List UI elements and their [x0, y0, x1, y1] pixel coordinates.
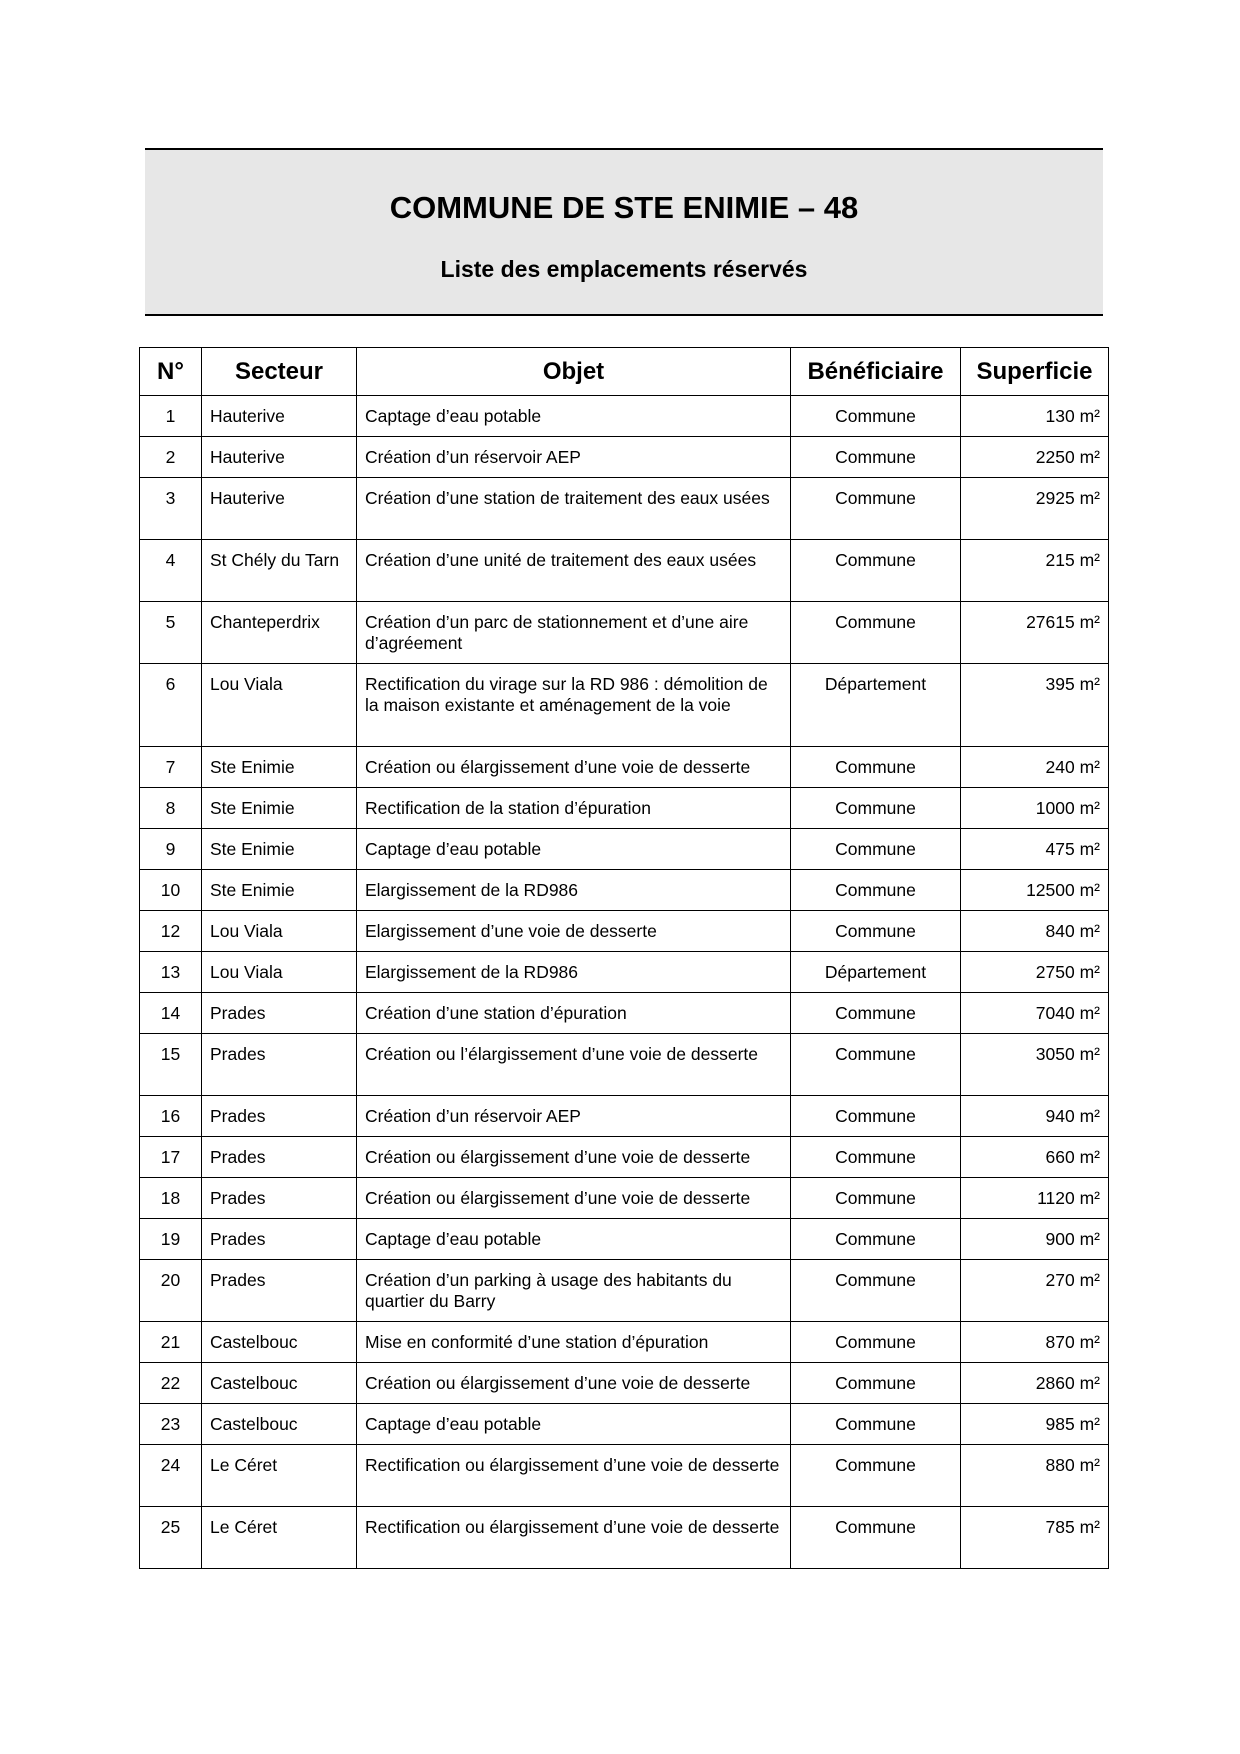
table-row [140, 1096, 1109, 1137]
row-beneficiaire: Commune [791, 993, 961, 1034]
row-number: 20 [140, 1260, 202, 1322]
row-beneficiaire: Commune [791, 1137, 961, 1178]
row-objet: Rectification ou élargissement d’une voie de desserte [357, 1507, 791, 1569]
table-row [140, 1260, 1109, 1322]
column-header-superficie: Superficie [961, 348, 1109, 396]
row-superficie: 785 m² [961, 1507, 1109, 1569]
row-number: 21 [140, 1322, 202, 1363]
row-objet: Création d’une unité de traitement des eaux usées [357, 540, 791, 602]
row-objet: Création ou élargissement d’une voie de desserte [357, 747, 791, 788]
row-secteur: Ste Enimie [202, 747, 357, 788]
row-number: 13 [140, 952, 202, 993]
document-title: COMMUNE DE STE ENIMIE – 48 [389, 190, 859, 225]
row-superficie: 985 m² [961, 1404, 1109, 1445]
row-secteur: Hauterive [202, 437, 357, 478]
row-number: 7 [140, 747, 202, 788]
row-secteur: Prades [202, 1137, 357, 1178]
row-number: 9 [140, 829, 202, 870]
table-row [140, 747, 1109, 788]
table-row [140, 1219, 1109, 1260]
table-row [140, 993, 1109, 1034]
row-beneficiaire: Commune [791, 396, 961, 437]
row-secteur: Le Céret [202, 1507, 357, 1569]
table-row [140, 1363, 1109, 1404]
row-objet: Création d’un parc de stationnement et d’une aire d’agréement [357, 602, 791, 664]
row-secteur: Ste Enimie [202, 870, 357, 911]
column-header-objet: Objet [357, 348, 791, 396]
row-beneficiaire: Département [791, 664, 961, 747]
table-row [140, 664, 1109, 747]
row-objet: Création d’une station de traitement des eaux usées [357, 478, 791, 540]
row-number: 18 [140, 1178, 202, 1219]
row-beneficiaire: Commune [791, 1260, 961, 1322]
row-objet: Création ou élargissement d’une voie de desserte [357, 1178, 791, 1219]
table-row [140, 1178, 1109, 1219]
table-row [140, 911, 1109, 952]
row-beneficiaire: Commune [791, 870, 961, 911]
table-row [140, 1507, 1109, 1569]
row-objet: Elargissement de la RD986 [357, 870, 791, 911]
row-secteur: Prades [202, 993, 357, 1034]
row-superficie: 3050 m² [961, 1034, 1109, 1096]
table-body [140, 396, 1109, 1569]
row-secteur: Chanteperdrix [202, 602, 357, 664]
row-beneficiaire: Commune [791, 1178, 961, 1219]
row-superficie: 880 m² [961, 1445, 1109, 1507]
row-number: 23 [140, 1404, 202, 1445]
row-beneficiaire: Commune [791, 1219, 961, 1260]
column-header-beneficiaire: Bénéficiaire [791, 348, 961, 396]
table-row [140, 870, 1109, 911]
row-beneficiaire: Commune [791, 788, 961, 829]
row-objet: Rectification de la station d’épuration [357, 788, 791, 829]
table-row [140, 829, 1109, 870]
table-row [140, 1034, 1109, 1096]
row-superficie: 840 m² [961, 911, 1109, 952]
row-objet: Captage d’eau potable [357, 829, 791, 870]
row-number: 4 [140, 540, 202, 602]
row-objet: Mise en conformité d’une station d’épuration [357, 1322, 791, 1363]
row-secteur: Le Céret [202, 1445, 357, 1507]
row-superficie: 27615 m² [961, 602, 1109, 664]
row-superficie: 270 m² [961, 1260, 1109, 1322]
row-superficie: 475 m² [961, 829, 1109, 870]
row-beneficiaire: Département [791, 952, 961, 993]
table-row [140, 540, 1109, 602]
row-number: 17 [140, 1137, 202, 1178]
row-beneficiaire: Commune [791, 1445, 961, 1507]
row-superficie: 130 m² [961, 396, 1109, 437]
column-header-secteur: Secteur [202, 348, 357, 396]
row-objet: Elargissement de la RD986 [357, 952, 791, 993]
row-objet: Elargissement d’une voie de desserte [357, 911, 791, 952]
row-number: 16 [140, 1096, 202, 1137]
row-superficie: 2925 m² [961, 478, 1109, 540]
row-secteur: Castelbouc [202, 1363, 357, 1404]
row-superficie: 2860 m² [961, 1363, 1109, 1404]
row-number: 1 [140, 396, 202, 437]
row-number: 25 [140, 1507, 202, 1569]
row-superficie: 7040 m² [961, 993, 1109, 1034]
row-superficie: 395 m² [961, 664, 1109, 747]
row-beneficiaire: Commune [791, 911, 961, 952]
row-number: 12 [140, 911, 202, 952]
row-objet: Création ou l’élargissement d’une voie de desserte [357, 1034, 791, 1096]
row-number: 14 [140, 993, 202, 1034]
row-number: 3 [140, 478, 202, 540]
table-row [140, 602, 1109, 664]
row-secteur: Prades [202, 1219, 357, 1260]
row-superficie: 940 m² [961, 1096, 1109, 1137]
row-number: 19 [140, 1219, 202, 1260]
row-superficie: 12500 m² [961, 870, 1109, 911]
row-secteur: Lou Viala [202, 952, 357, 993]
row-beneficiaire: Commune [791, 478, 961, 540]
row-secteur: Prades [202, 1260, 357, 1322]
row-beneficiaire: Commune [791, 437, 961, 478]
document-header [145, 148, 1103, 316]
row-secteur: Castelbouc [202, 1404, 357, 1445]
row-secteur: Ste Enimie [202, 788, 357, 829]
table-row [140, 437, 1109, 478]
row-secteur: Castelbouc [202, 1322, 357, 1363]
row-objet: Création d’un réservoir AEP [357, 1096, 791, 1137]
row-secteur: Hauterive [202, 396, 357, 437]
row-superficie: 215 m² [961, 540, 1109, 602]
row-number: 10 [140, 870, 202, 911]
row-objet: Captage d’eau potable [357, 396, 791, 437]
row-objet: Création ou élargissement d’une voie de desserte [357, 1363, 791, 1404]
row-secteur: Hauterive [202, 478, 357, 540]
row-objet: Création d’une station d’épuration [357, 993, 791, 1034]
row-superficie: 1120 m² [961, 1178, 1109, 1219]
row-objet: Création ou élargissement d’une voie de desserte [357, 1137, 791, 1178]
table-row [140, 478, 1109, 540]
row-objet: Captage d’eau potable [357, 1219, 791, 1260]
row-superficie: 2750 m² [961, 952, 1109, 993]
row-secteur: Lou Viala [202, 664, 357, 747]
reserved-locations-table [139, 347, 1109, 1569]
row-objet: Création d’un réservoir AEP [357, 437, 791, 478]
row-superficie: 900 m² [961, 1219, 1109, 1260]
row-secteur: Prades [202, 1096, 357, 1137]
row-superficie: 240 m² [961, 747, 1109, 788]
row-number: 5 [140, 602, 202, 664]
row-beneficiaire: Commune [791, 747, 961, 788]
row-beneficiaire: Commune [791, 1096, 961, 1137]
table-row [140, 788, 1109, 829]
row-superficie: 870 m² [961, 1322, 1109, 1363]
row-number: 24 [140, 1445, 202, 1507]
table-row [140, 1322, 1109, 1363]
row-beneficiaire: Commune [791, 540, 961, 602]
table-header-row [140, 348, 1109, 396]
column-header-number: N° [140, 348, 202, 396]
row-secteur: Prades [202, 1178, 357, 1219]
row-superficie: 1000 m² [961, 788, 1109, 829]
row-number: 22 [140, 1363, 202, 1404]
row-objet: Captage d’eau potable [357, 1404, 791, 1445]
row-beneficiaire: Commune [791, 1363, 961, 1404]
table-row [140, 1404, 1109, 1445]
row-beneficiaire: Commune [791, 1322, 961, 1363]
row-objet: Rectification du virage sur la RD 986 : démolition de la maison existante et aménagement de la voie [357, 664, 791, 747]
row-number: 2 [140, 437, 202, 478]
row-beneficiaire: Commune [791, 829, 961, 870]
row-secteur: Ste Enimie [202, 829, 357, 870]
row-superficie: 660 m² [961, 1137, 1109, 1178]
row-beneficiaire: Commune [791, 1507, 961, 1569]
row-number: 15 [140, 1034, 202, 1096]
row-beneficiaire: Commune [791, 1404, 961, 1445]
row-objet: Création d’un parking à usage des habitants du quartier du Barry [357, 1260, 791, 1322]
row-secteur: St Chély du Tarn [202, 540, 357, 602]
table-row [140, 952, 1109, 993]
document-subtitle: Liste des emplacements réservés [440, 256, 808, 282]
row-number: 6 [140, 664, 202, 747]
row-beneficiaire: Commune [791, 602, 961, 664]
row-beneficiaire: Commune [791, 1034, 961, 1096]
row-superficie: 2250 m² [961, 437, 1109, 478]
table-row [140, 1445, 1109, 1507]
row-secteur: Lou Viala [202, 911, 357, 952]
table-row [140, 396, 1109, 437]
row-secteur: Prades [202, 1034, 357, 1096]
row-number: 8 [140, 788, 202, 829]
row-objet: Rectification ou élargissement d’une voie de desserte [357, 1445, 791, 1507]
table-row [140, 1137, 1109, 1178]
